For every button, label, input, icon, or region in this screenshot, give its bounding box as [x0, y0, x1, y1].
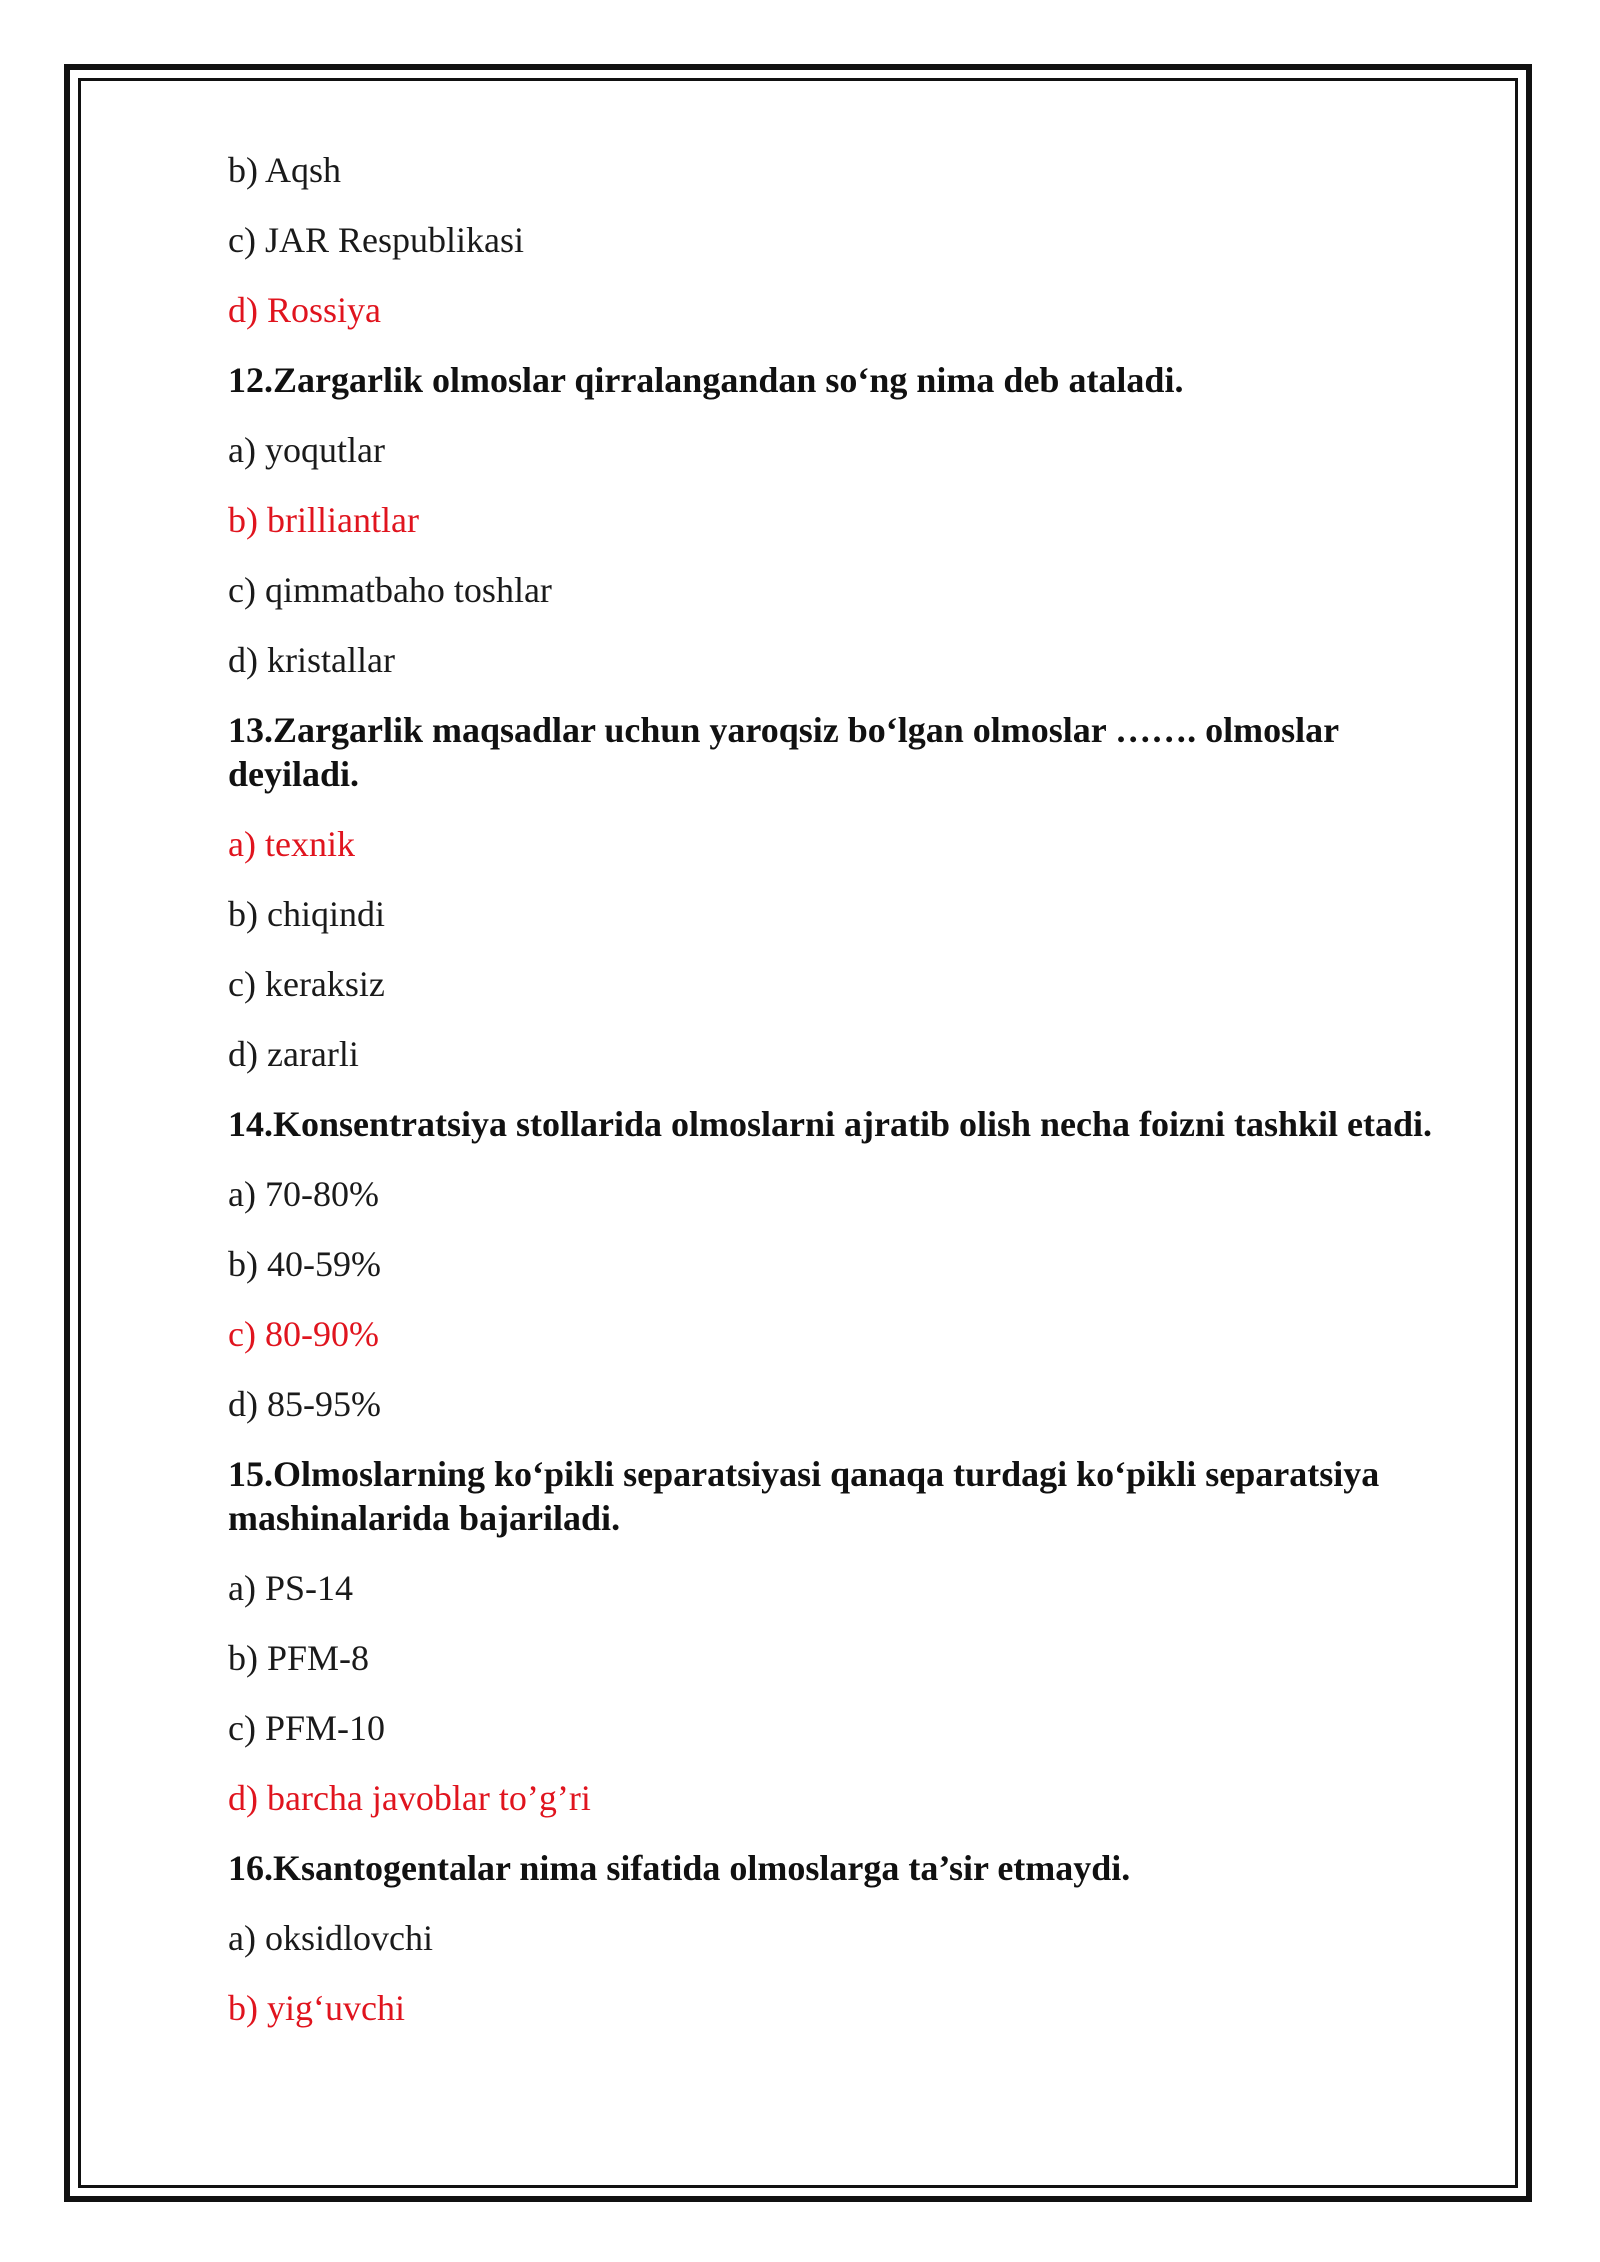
question-13: 13.Zargarlik maqsadlar uchun yaroqsiz bo‘lgan olmoslar ……. olmoslar deyiladi. [228, 710, 1339, 794]
correct-answer-option: d) barcha javoblar to’g’ri [228, 1778, 591, 1818]
question-16: 16.Ksantogentalar nima sifatida olmoslarga ta’sir etmaydi. [228, 1848, 1131, 1888]
answer-option: b) chiqindi [228, 894, 385, 934]
answer-option: c) qimmatbaho toshlar [228, 570, 552, 610]
question-15: 15.Olmoslarning ko‘pikli separatsiyasi qanaqa turdagi ko‘pikli separatsiya mashinalarida bajariladi. [228, 1454, 1380, 1538]
answer-option: a) 70-80% [228, 1174, 379, 1214]
answer-option: c) keraksiz [228, 964, 385, 1004]
answer-option: d) 85-95% [228, 1384, 381, 1424]
answer-option: b) PFM-8 [228, 1638, 370, 1678]
correct-answer-option: b) brilliantlar [228, 500, 419, 540]
answer-option: b) 40-59% [228, 1244, 381, 1284]
answer-option: c) JAR Respublikasi [228, 220, 524, 260]
correct-answer-option: b) yig‘uvchi [228, 1988, 405, 2028]
correct-answer-option: d) Rossiya [228, 290, 381, 330]
answer-option: c) PFM-10 [228, 1708, 386, 1748]
correct-answer-option: c) 80-90% [228, 1314, 379, 1354]
correct-answer-option: a) texnik [228, 824, 355, 864]
quiz-content [228, 148, 1448, 2056]
answer-option: a) oksidlovchi [228, 1918, 433, 1958]
question-12: 12.Zargarlik olmoslar qirralangandan so‘ng nima deb ataladi. [228, 360, 1184, 400]
question-14: 14.Konsentratsiya stollarida olmoslarni ajratib olish necha foizni tashkil etadi. [228, 1104, 1433, 1144]
answer-option: a) PS-14 [228, 1568, 353, 1608]
answer-option: b) Aqsh [228, 150, 342, 190]
answer-option: a) yoqutlar [228, 430, 385, 470]
answer-option: d) kristallar [228, 640, 395, 680]
answer-option: d) zararli [228, 1034, 359, 1074]
